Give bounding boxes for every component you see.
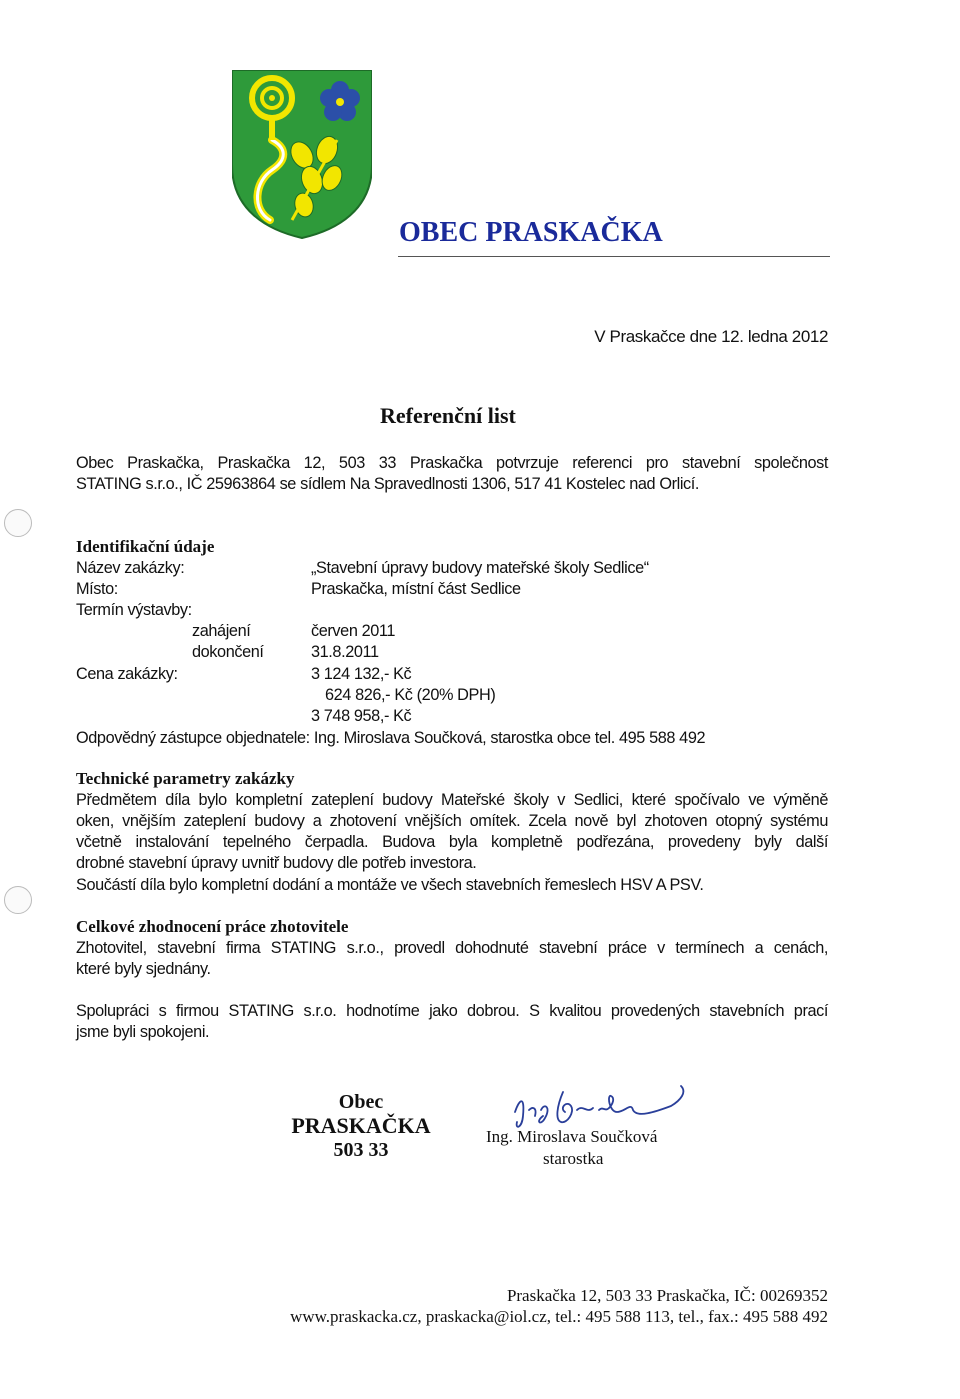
- place-label: Místo:: [76, 580, 118, 598]
- punch-hole-icon: [4, 509, 32, 537]
- evaluation-line: které byly sjednány.: [76, 960, 211, 978]
- representative-line: Odpovědný zástupce objednatele: Ing. Miroslava Součková, starostka obce tel. 495 588 492: [76, 729, 706, 747]
- punch-hole-icon: [4, 886, 32, 914]
- price-vat: 624 826,- Kč (20% DPH): [325, 686, 496, 704]
- technical-heading: Technické parametry zakázky: [76, 769, 295, 788]
- technical-line: Předmětem díla bylo kompletní zateplení budovy Mateřské školy v Sedlici, které spočívalo ve výměně: [76, 791, 828, 809]
- price-total: 3 748 958,- Kč: [311, 707, 412, 725]
- technical-line: oken, vnějším zateplení budovy a zhotovení vnějších omítek. Zcela nově byl zhotoven otopný systému: [76, 812, 828, 830]
- document-title: Referenční list: [380, 403, 516, 428]
- official-stamp: [276, 1090, 446, 1162]
- signatory-name: Ing. Miroslava Součková: [486, 1127, 658, 1146]
- intro-line: STATING s.r.o., IČ 25963864 se sídlem Na Spravedlnosti 1306, 517 41 Kostelec nad Orlicí.: [76, 475, 700, 493]
- coat-of-arms-icon: [232, 70, 372, 240]
- header-divider: [398, 256, 830, 257]
- footer-address: Praskačka 12, 503 33 Praskačka, IČ: 00269352: [506, 1286, 828, 1305]
- municipality-title: OBEC PRASKAČKA: [399, 217, 663, 248]
- contract-name-label: Název zakázky:: [76, 559, 185, 577]
- end-label: dokončení: [192, 643, 264, 661]
- evaluation-heading: Celkové zhodnocení práce zhotovitele: [76, 917, 349, 936]
- schedule-label: Termín výstavby:: [76, 601, 192, 619]
- start-value: červen 2011: [311, 622, 396, 640]
- stamp-line: PRASKAČKA: [291, 1113, 431, 1138]
- price-label: Cena zakázky:: [76, 665, 178, 683]
- intro-line: Obec Praskačka, Praskačka 12, 503 33 Praskačka potvrzuje referenci pro stavební společnost: [76, 454, 828, 472]
- identification-heading: Identifikační údaje: [76, 537, 215, 556]
- start-label: zahájení: [192, 622, 251, 640]
- signatory-role: starostka: [543, 1149, 604, 1168]
- price-net: 3 124 132,- Kč: [311, 665, 412, 683]
- contract-name-value: „Stavební úpravy budovy mateřské školy Sedlice“: [311, 559, 649, 577]
- evaluation-line: jsme byli spokojeni.: [76, 1023, 210, 1041]
- end-value: 31.8.2011: [311, 643, 379, 661]
- stamp-line: 503 33: [333, 1139, 389, 1161]
- technical-line: Součástí díla bylo kompletní dodání a montáže ve všech stavebních řemeslech HSV A PSV.: [76, 876, 704, 894]
- footer-contact: www.praskacka.cz, praskacka@iol.cz, tel.: 495 588 113, tel., fax.: 495 588 492: [290, 1307, 828, 1326]
- technical-line: včetně instalování tepelného čerpadla. Budova byla kompletně podřezána, provedeny byly další: [76, 833, 828, 851]
- date-line: V Praskačce dne 12. ledna 2012: [594, 327, 828, 346]
- evaluation-line: Zhotovitel, stavební firma STATING s.r.o., provedl dohodnuté stavební práce v termínech a cenách,: [76, 939, 828, 957]
- evaluation-line: Spolupráci s firmou STATING s.r.o. hodnotíme jako dobrou. S kvalitou provedených stavebních prací: [76, 1002, 828, 1020]
- stamp-line: Obec: [338, 1091, 384, 1113]
- place-value: Praskačka, místní část Sedlice: [311, 580, 521, 598]
- technical-line: drobné stavební úpravy uvnitř budovy dle potřeb investora.: [76, 854, 477, 872]
